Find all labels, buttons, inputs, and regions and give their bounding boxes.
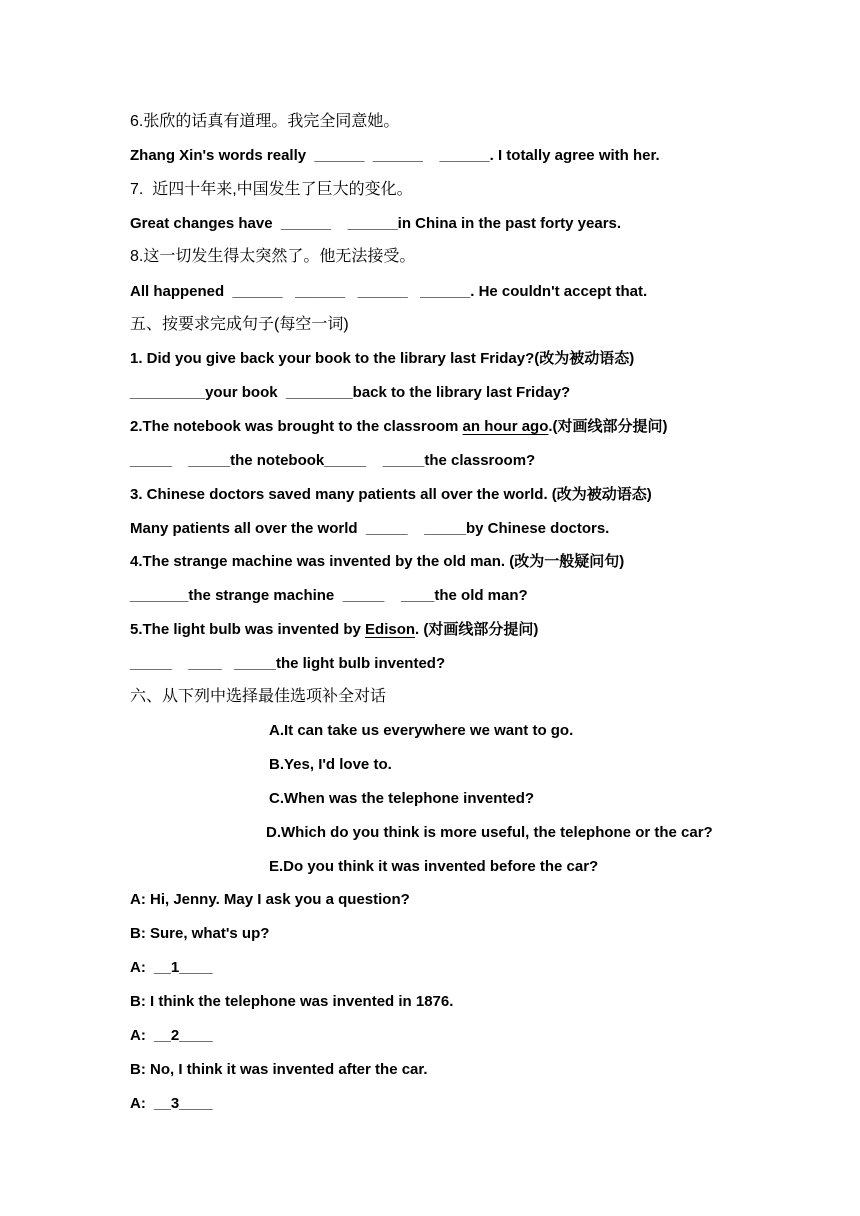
- s5-answer-3: Many patients all over the world _____ _____by Chinese doctors.: [130, 520, 610, 537]
- dialogue-blank-1: A: __1____: [130, 959, 213, 976]
- dialogue-blank-2: A: __2____: [130, 1027, 213, 1044]
- s5-question-2: [130, 417, 668, 437]
- s5-question-1: 1. Did you give back your book to the library last Friday?(改为被动语态): [130, 350, 635, 367]
- section-6-heading: 六、从下列中选择最佳选项补全对话: [130, 688, 387, 705]
- s5-q5-underlined: Edison: [365, 621, 416, 638]
- option-c: C.When was the telephone invented?: [269, 790, 535, 807]
- question-7-chinese: 7. 近四十年来,中国发生了巨大的变化。: [130, 181, 413, 198]
- option-a: A.It can take us everywhere we want to go.: [269, 722, 574, 739]
- dialogue-line: B: I think the telephone was invented in 1876.: [130, 993, 454, 1010]
- s5-answer-1: _________your book ________back to the library last Friday?: [130, 384, 571, 401]
- s5-answer-2: _____ _____the notebook_____ _____the classroom?: [130, 452, 536, 469]
- s5-q2-instruction: .(对画线部分提问): [548, 418, 668, 435]
- question-6-chinese: 6.张欣的话真有道理。我完全同意她。: [130, 113, 400, 130]
- option-b: B.Yes, I'd love to.: [269, 756, 392, 773]
- question-8-english: All happened ______ ______ ______ ______. He couldn't accept that.: [130, 283, 648, 300]
- dialogue-line: B: Sure, what's up?: [130, 925, 270, 942]
- s5-answer-4: _______the strange machine _____ ____the old man?: [130, 587, 528, 604]
- option-e: E.Do you think it was invented before the car?: [269, 858, 599, 875]
- question-6-english: Zhang Xin's words really ______ ______ ______. I totally agree with her.: [130, 147, 660, 164]
- question-7-english: Great changes have ______ ______in China in the past forty years.: [130, 215, 622, 232]
- s5-question-4: 4.The strange machine was invented by the old man. (改为一般疑问句): [130, 553, 625, 570]
- s5-question-3: 3. Chinese doctors saved many patients all over the world. (改为被动语态): [130, 486, 652, 503]
- dialogue-blank-3: A: __3____: [130, 1095, 213, 1112]
- s5-q2-underlined: an hour ago: [462, 418, 549, 435]
- s5-q5-instruction: . (对画线部分提问): [415, 621, 539, 638]
- s5-q2-text: 2.The notebook was brought to the classroom: [130, 418, 463, 435]
- s5-q5-text: 5.The light bulb was invented by: [130, 621, 366, 638]
- dialogue-line: A: Hi, Jenny. May I ask you a question?: [130, 891, 410, 908]
- section-5-heading: 五、按要求完成句子(每空一词): [130, 316, 349, 333]
- s5-answer-5: _____ ____ _____the light bulb invented?: [130, 655, 446, 672]
- dialogue-line: B: No, I think it was invented after the car.: [130, 1061, 428, 1078]
- question-8-chinese: 8.这一切发生得太突然了。他无法接受。: [130, 248, 416, 265]
- option-d: D.Which do you think is more useful, the telephone or the car?: [266, 824, 713, 841]
- s5-question-5: [130, 620, 538, 640]
